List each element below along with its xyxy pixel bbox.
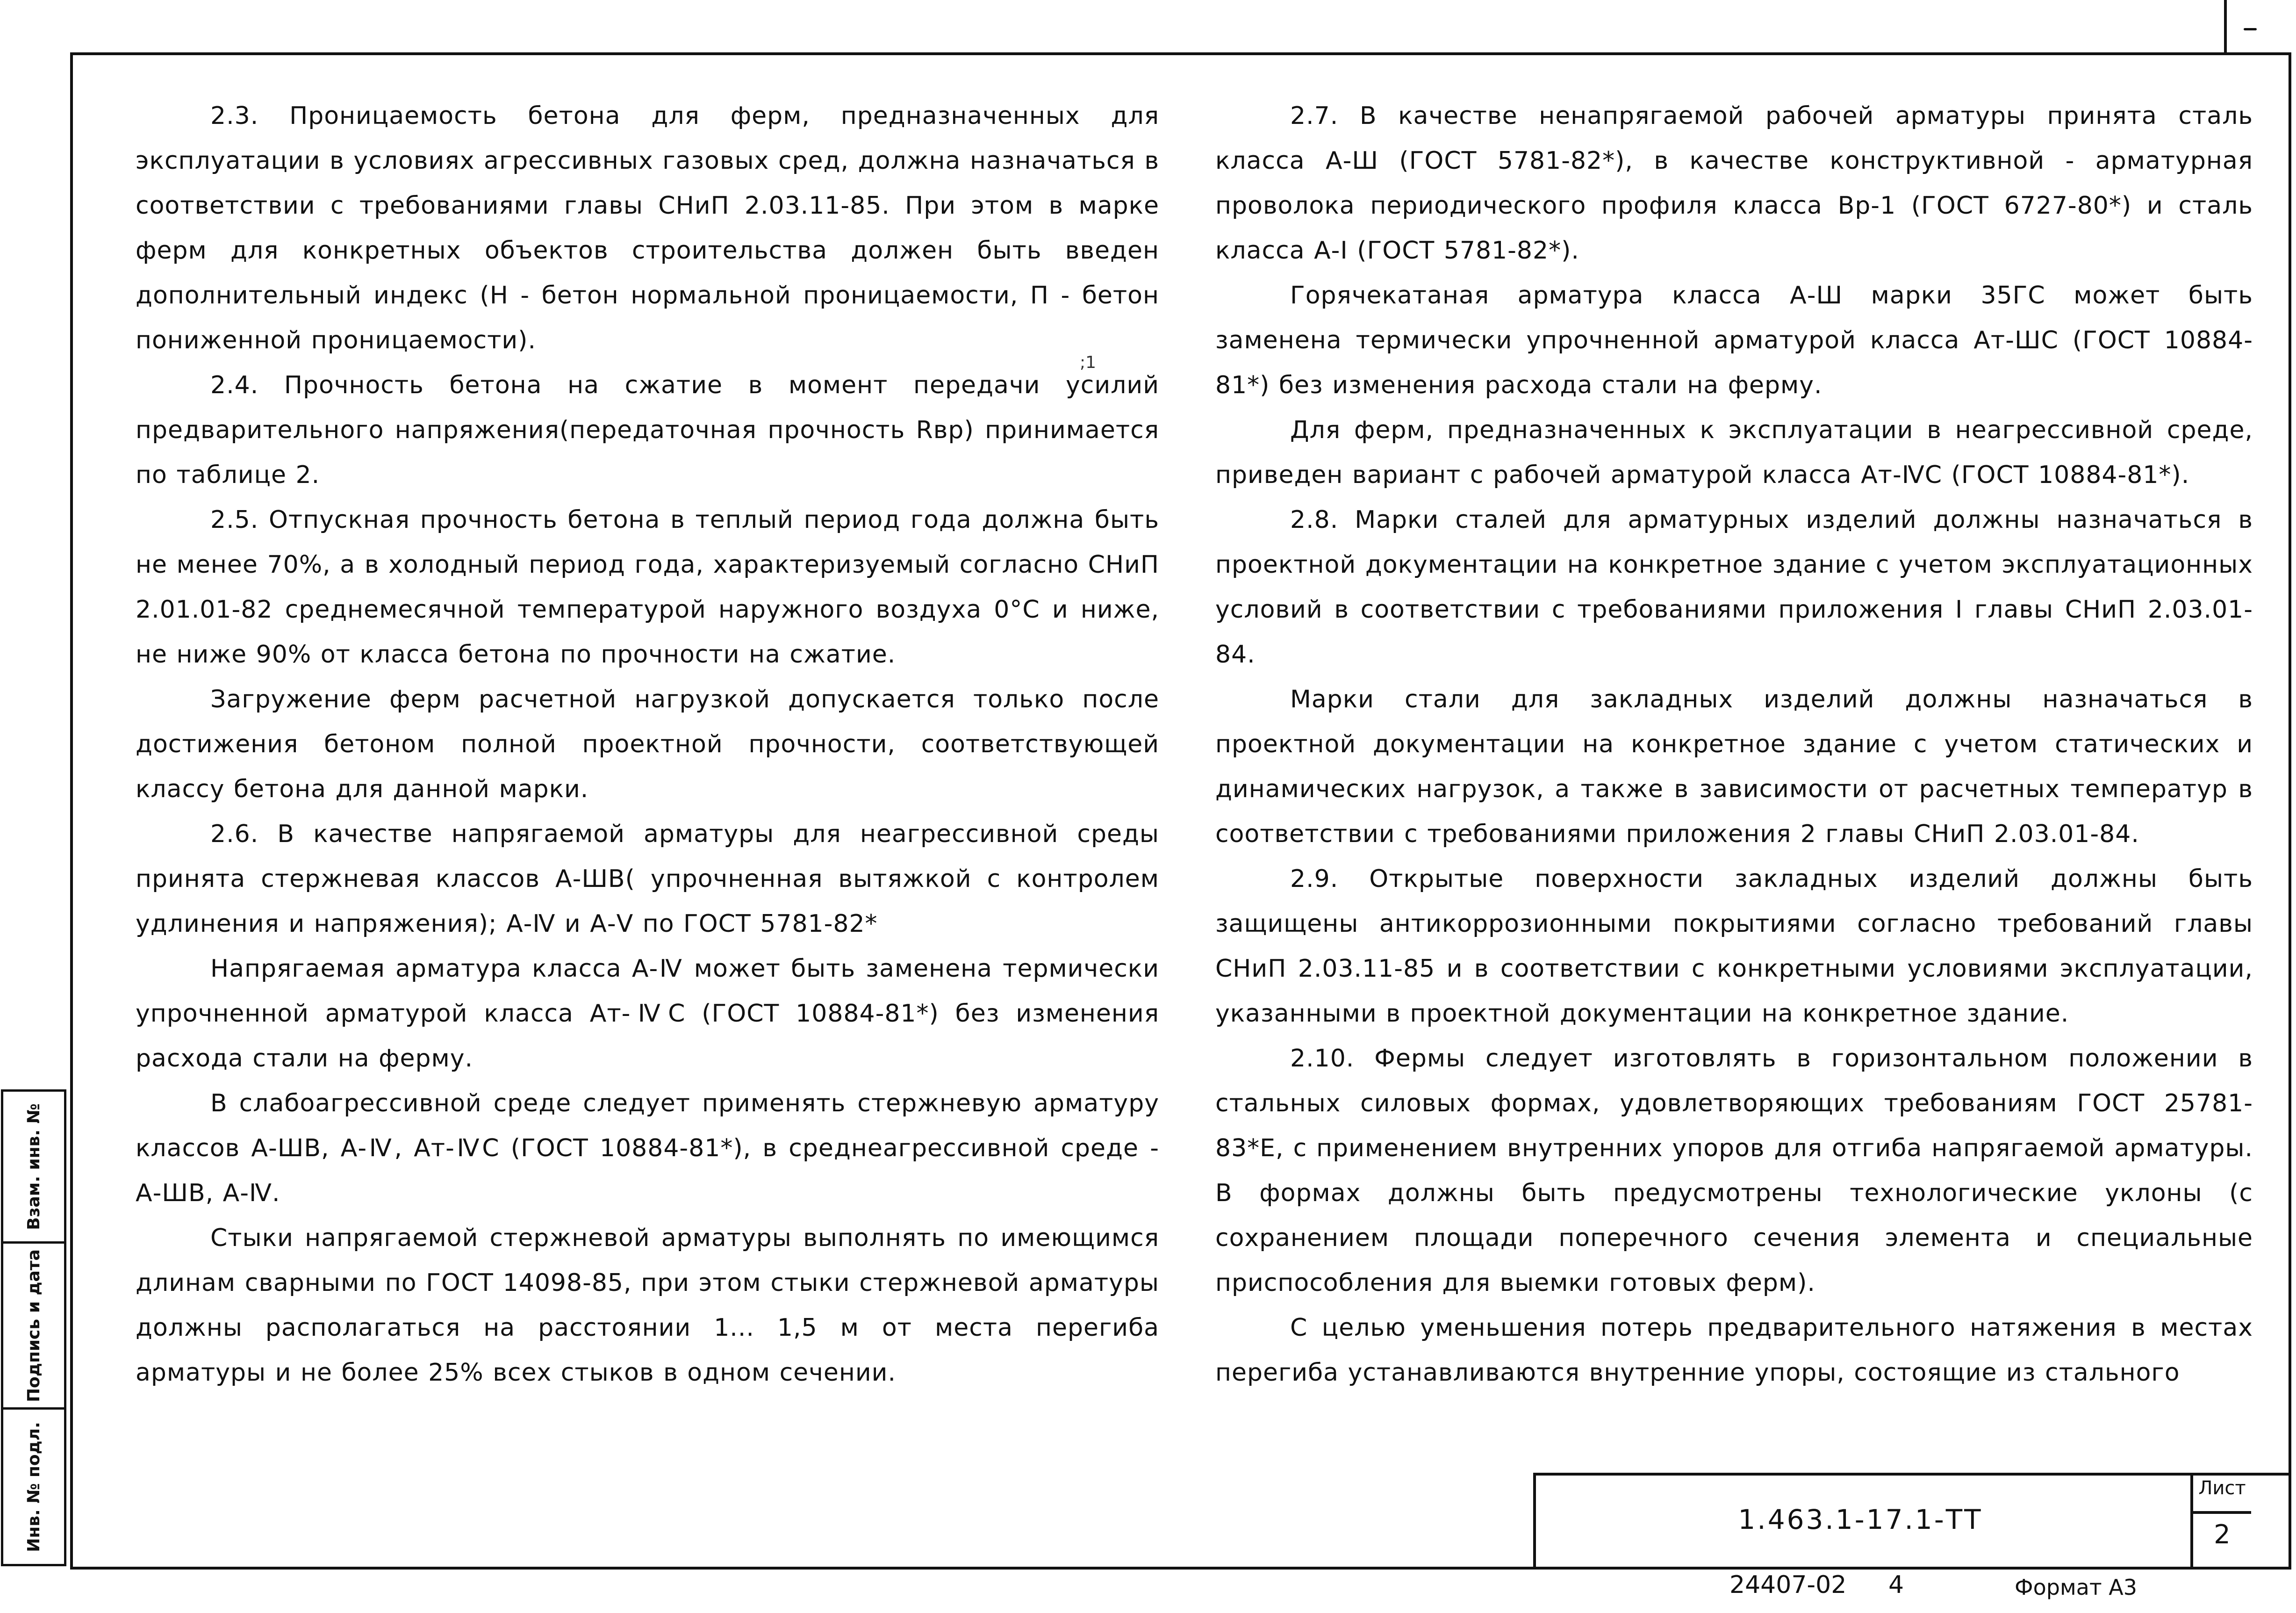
paragraph-joints: Стыки напрягаемой стержневой арматуры выполнять по имеющимся длинам сварными по ГОСТ 14098-85, при этом стыки стержневой арматуры должны располагаться на расстоянии 1... 1,5 м от места перегиба арматуры и не более 25% всех стыков в одном сечении. (136, 1224, 1159, 1387)
paragraph-embedded-steel: Марки стали для закладных изделий должны назначаться в проектной документации на конкретное здание с учетом статических и динамических нагрузок, а также в зависимости от расчетных температур в соответствии с требованиями приложения 2 главы СНиП 2.03.01-84. (1215, 685, 2253, 848)
top-frame-tick (2244, 28, 2257, 30)
left-text-column (136, 94, 1159, 1395)
paragraph-hot-rolled: Горячекатаная арматура класса А-Ш марки 35ГС может быть заменена термически упрочненной арматурой класса Ат-ШС (ГОСТ 10884-81*) без изменения расхода стали на ферму. (1215, 281, 2253, 399)
right-text-column (1215, 94, 2253, 1395)
paragraph-nonaggressive-variant: Для ферм, предназначенных к эксплуатации в неагрессивной среде, приведен вариант с рабочей арматурой класса Ат-ⅣС (ГОСТ 10884-81*). (1215, 416, 2253, 489)
paragraph-aggressive-env: В слабоагрессивной среде следует применять стержневую арматуру классов А-ШВ, А-Ⅳ, Ат-ⅣС (ГОСТ 10884-81*), в среднеагрессивной среде - А-ШВ, А-Ⅳ. (136, 1089, 1159, 1207)
paragraph-2-4: 2.4. Прочность бетона на сжатие в момент передачи усилий предварительного напряжения(передаточная прочность Rвр) принимается по таблице 2. (136, 371, 1159, 489)
paragraph-loading: Загружение ферм расчетной нагрузкой допускается только после достижения бетоном полной проектной прочности, соответствующей классу бетона для данной марки. (136, 685, 1159, 803)
paragraph-2-6: 2.6. В качестве напрягаемой арматуры для неагрессивной среды принята стержневая классов А-ШВ( упрочненная вытяжкой с контролем удлинения и напряжения); А-Ⅳ и А-Ⅴ по ГОСТ 5781-82* (136, 820, 1159, 938)
sheet-label: Лист (2198, 1477, 2246, 1499)
stamp-inv-orig: Инв. № подл. (1, 1407, 66, 1566)
document-code: 1.463.1-17.1-ТТ (1738, 1504, 1983, 1535)
paragraph-2-7: 2.7. В качестве ненапрягаемой рабочей арматуры принята сталь класса А-Ш (ГОСТ 5781-82*), в качестве конструктивной - арматурная проволока периодического профиля класса Вр-1 (ГОСТ 6727-80*) и сталь класса А-I (ГОСТ 5781-82*). (1215, 102, 2253, 265)
paragraph-2-3: 2.3. Проницаемость бетона для ферм, предназначенных для эксплуатации в условиях агрессивных газовых сред, должна назначаться в соответствии с требованиями главы СНиП 2.03.11-85. При этом в марке ферм для конкретных объектов строительства должен быть введен дополнительный индекс (Н - бетон нормальной проницаемости, П - бетон пониженной проницаемости). (136, 102, 1159, 354)
paragraph-2-10: 2.10. Фермы следует изготовлять в горизонтальном положении в стальных силовых формах, удовлетворяющих требованиям ГОСТ 25781-83*Е, с применением внутренних упоров для отгиба напрягаемой арматуры. В формах должны быть предусмотрены технологические уклоны (с сохранением площади поперечного сечения элемента и специальные приспособления для выемки готовых ферм). (1215, 1044, 2253, 1297)
top-frame-mark (2224, 0, 2227, 52)
paragraph-prestress-replacement: Напрягаемая арматура класса А-Ⅳ может быть заменена термически упрочненной арматурой класса Ат-ⅣС (ГОСТ 10884-81*) без изменения расхода стали на ферму. (136, 955, 1159, 1073)
stamp-sign-date: Подпись и дата (1, 1241, 66, 1410)
sheet-cell-divider (2190, 1511, 2251, 1514)
stray-mark: ;1 (1080, 353, 1097, 372)
archive-number: 24407-02 (1729, 1571, 1847, 1599)
side-stamp (0, 1089, 70, 1557)
paragraph-stops: С целью уменьшения потерь предварительного натяжения в местах перегиба устанавливаются внутренние упоры, состоящие из стального (1215, 1314, 2253, 1387)
paragraph-2-5: 2.5. Отпускная прочность бетона в теплый период года должна быть не менее 70%, а в холодный период года, характеризуемый согласно СНиП 2.01.01-82 среднемесячной температурой наружного воздуха 0°С и ниже, не ниже 90% от класса бетона по прочности на сжатие. (136, 506, 1159, 669)
paper-format: Формат А3 (2015, 1575, 2137, 1600)
copy-number: 4 (1888, 1571, 1904, 1599)
paragraph-2-8: 2.8. Марки сталей для арматурных изделий должны назначаться в проектной документации на конкретное здание с учетом эксплуатационных условий в соответствии с требованиями приложения I главы СНиП 2.03.01-84. (1215, 506, 2253, 669)
stamp-replace-inv: Взам. инв. № (1, 1089, 66, 1244)
paragraph-2-9: 2.9. Открытые поверхности закладных изделий должны быть защищены антикоррозионными покрытиями согласно требований главы СНиП 2.03.11-85 и в соответствии с конкретными условиями эксплуатации, указанными в проектной документации на конкретное здание. (1215, 865, 2253, 1028)
sheet-number: 2 (2214, 1519, 2231, 1550)
